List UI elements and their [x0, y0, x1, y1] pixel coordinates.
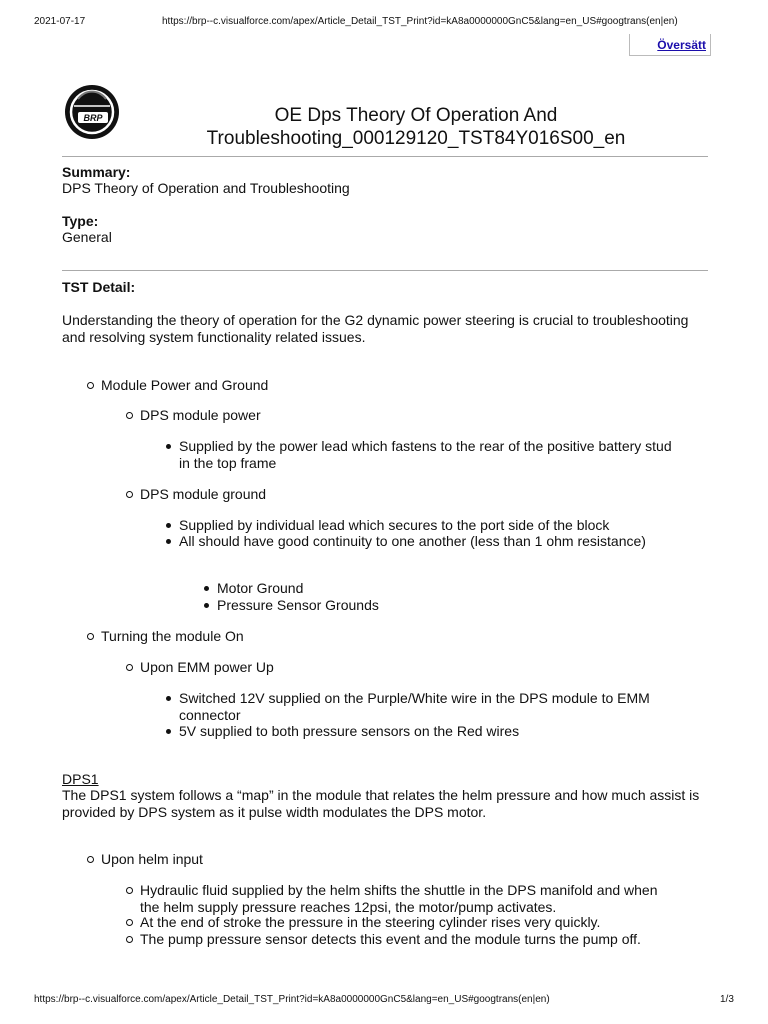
list-item: Motor Ground	[217, 580, 304, 596]
list-item: Pressure Sensor Grounds	[217, 597, 379, 613]
list-item: At the end of stroke the pressure in the steering cylinder rises very quickly.	[140, 914, 680, 931]
list-item: Supplied by individual lead which secures to the port side of the block	[179, 517, 679, 534]
type-value: General	[62, 229, 112, 245]
print-url: https://brp--c.visualforce.com/apex/Article_Detail_TST_Print?id=kA8a0000000GnC5&lang=en_US#googtrans(en|en)	[162, 16, 678, 27]
list-item: The pump pressure sensor detects this event and the module turns the pump off.	[140, 931, 680, 948]
translate-link[interactable]: Översätt	[657, 38, 706, 52]
tst-intro: Understanding the theory of operation for the G2 dynamic power steering is crucial to troubleshooting and resolving system functionality related issues.	[62, 312, 689, 345]
summary-label: Summary:	[62, 164, 131, 180]
list-item: Turning the module On	[101, 628, 244, 644]
divider	[62, 156, 708, 157]
list-item: All should have good continuity to one another (less than 1 ohm resistance)	[179, 533, 679, 550]
summary-value: DPS Theory of Operation and Troubleshooting	[62, 180, 350, 196]
list-item: DPS module power	[140, 407, 261, 423]
list-item: Switched 12V supplied on the Purple/White wire in the DPS module to EMM connector	[179, 690, 679, 724]
dps1-text: The DPS1 system follows a “map” in the module that relates the helm pressure and how much assist is provided by DPS system as it pulse width modulates the DPS motor.	[62, 787, 700, 820]
list-item: Upon EMM power Up	[140, 659, 274, 675]
print-date: 2021-07-17	[34, 16, 86, 27]
type-label: Type:	[62, 213, 99, 229]
brp-logo-icon	[64, 84, 120, 140]
page-number: 1/3	[720, 994, 734, 1005]
dps1-heading: DPS1	[62, 771, 99, 787]
translate-widget	[629, 34, 711, 56]
tst-detail-label: TST Detail:	[62, 279, 136, 295]
list-item: DPS module ground	[140, 486, 267, 502]
list-item: 5V supplied to both pressure sensors on the Red wires	[179, 723, 679, 740]
footer-url: https://brp--c.visualforce.com/apex/Article_Detail_TST_Print?id=kA8a0000000GnC5&lang=en_US#googtrans(en|en)	[34, 994, 550, 1005]
list-item: Hydraulic fluid supplied by the helm shifts the shuttle in the DPS manifold and when the helm supply pressure reaches 12psi, the motor/pump activates.	[140, 882, 680, 916]
logo-text: BRP	[83, 113, 103, 123]
list-item: Supplied by the power lead which fastens to the rear of the positive battery stud in the top frame	[179, 438, 679, 472]
divider	[62, 270, 708, 271]
page-title: OE Dps Theory Of Operation And Troubleshooting_000129120_TST84Y016S00_en	[206, 105, 626, 149]
list-item: Upon helm input	[101, 851, 203, 867]
list-item: Module Power and Ground	[101, 377, 269, 393]
